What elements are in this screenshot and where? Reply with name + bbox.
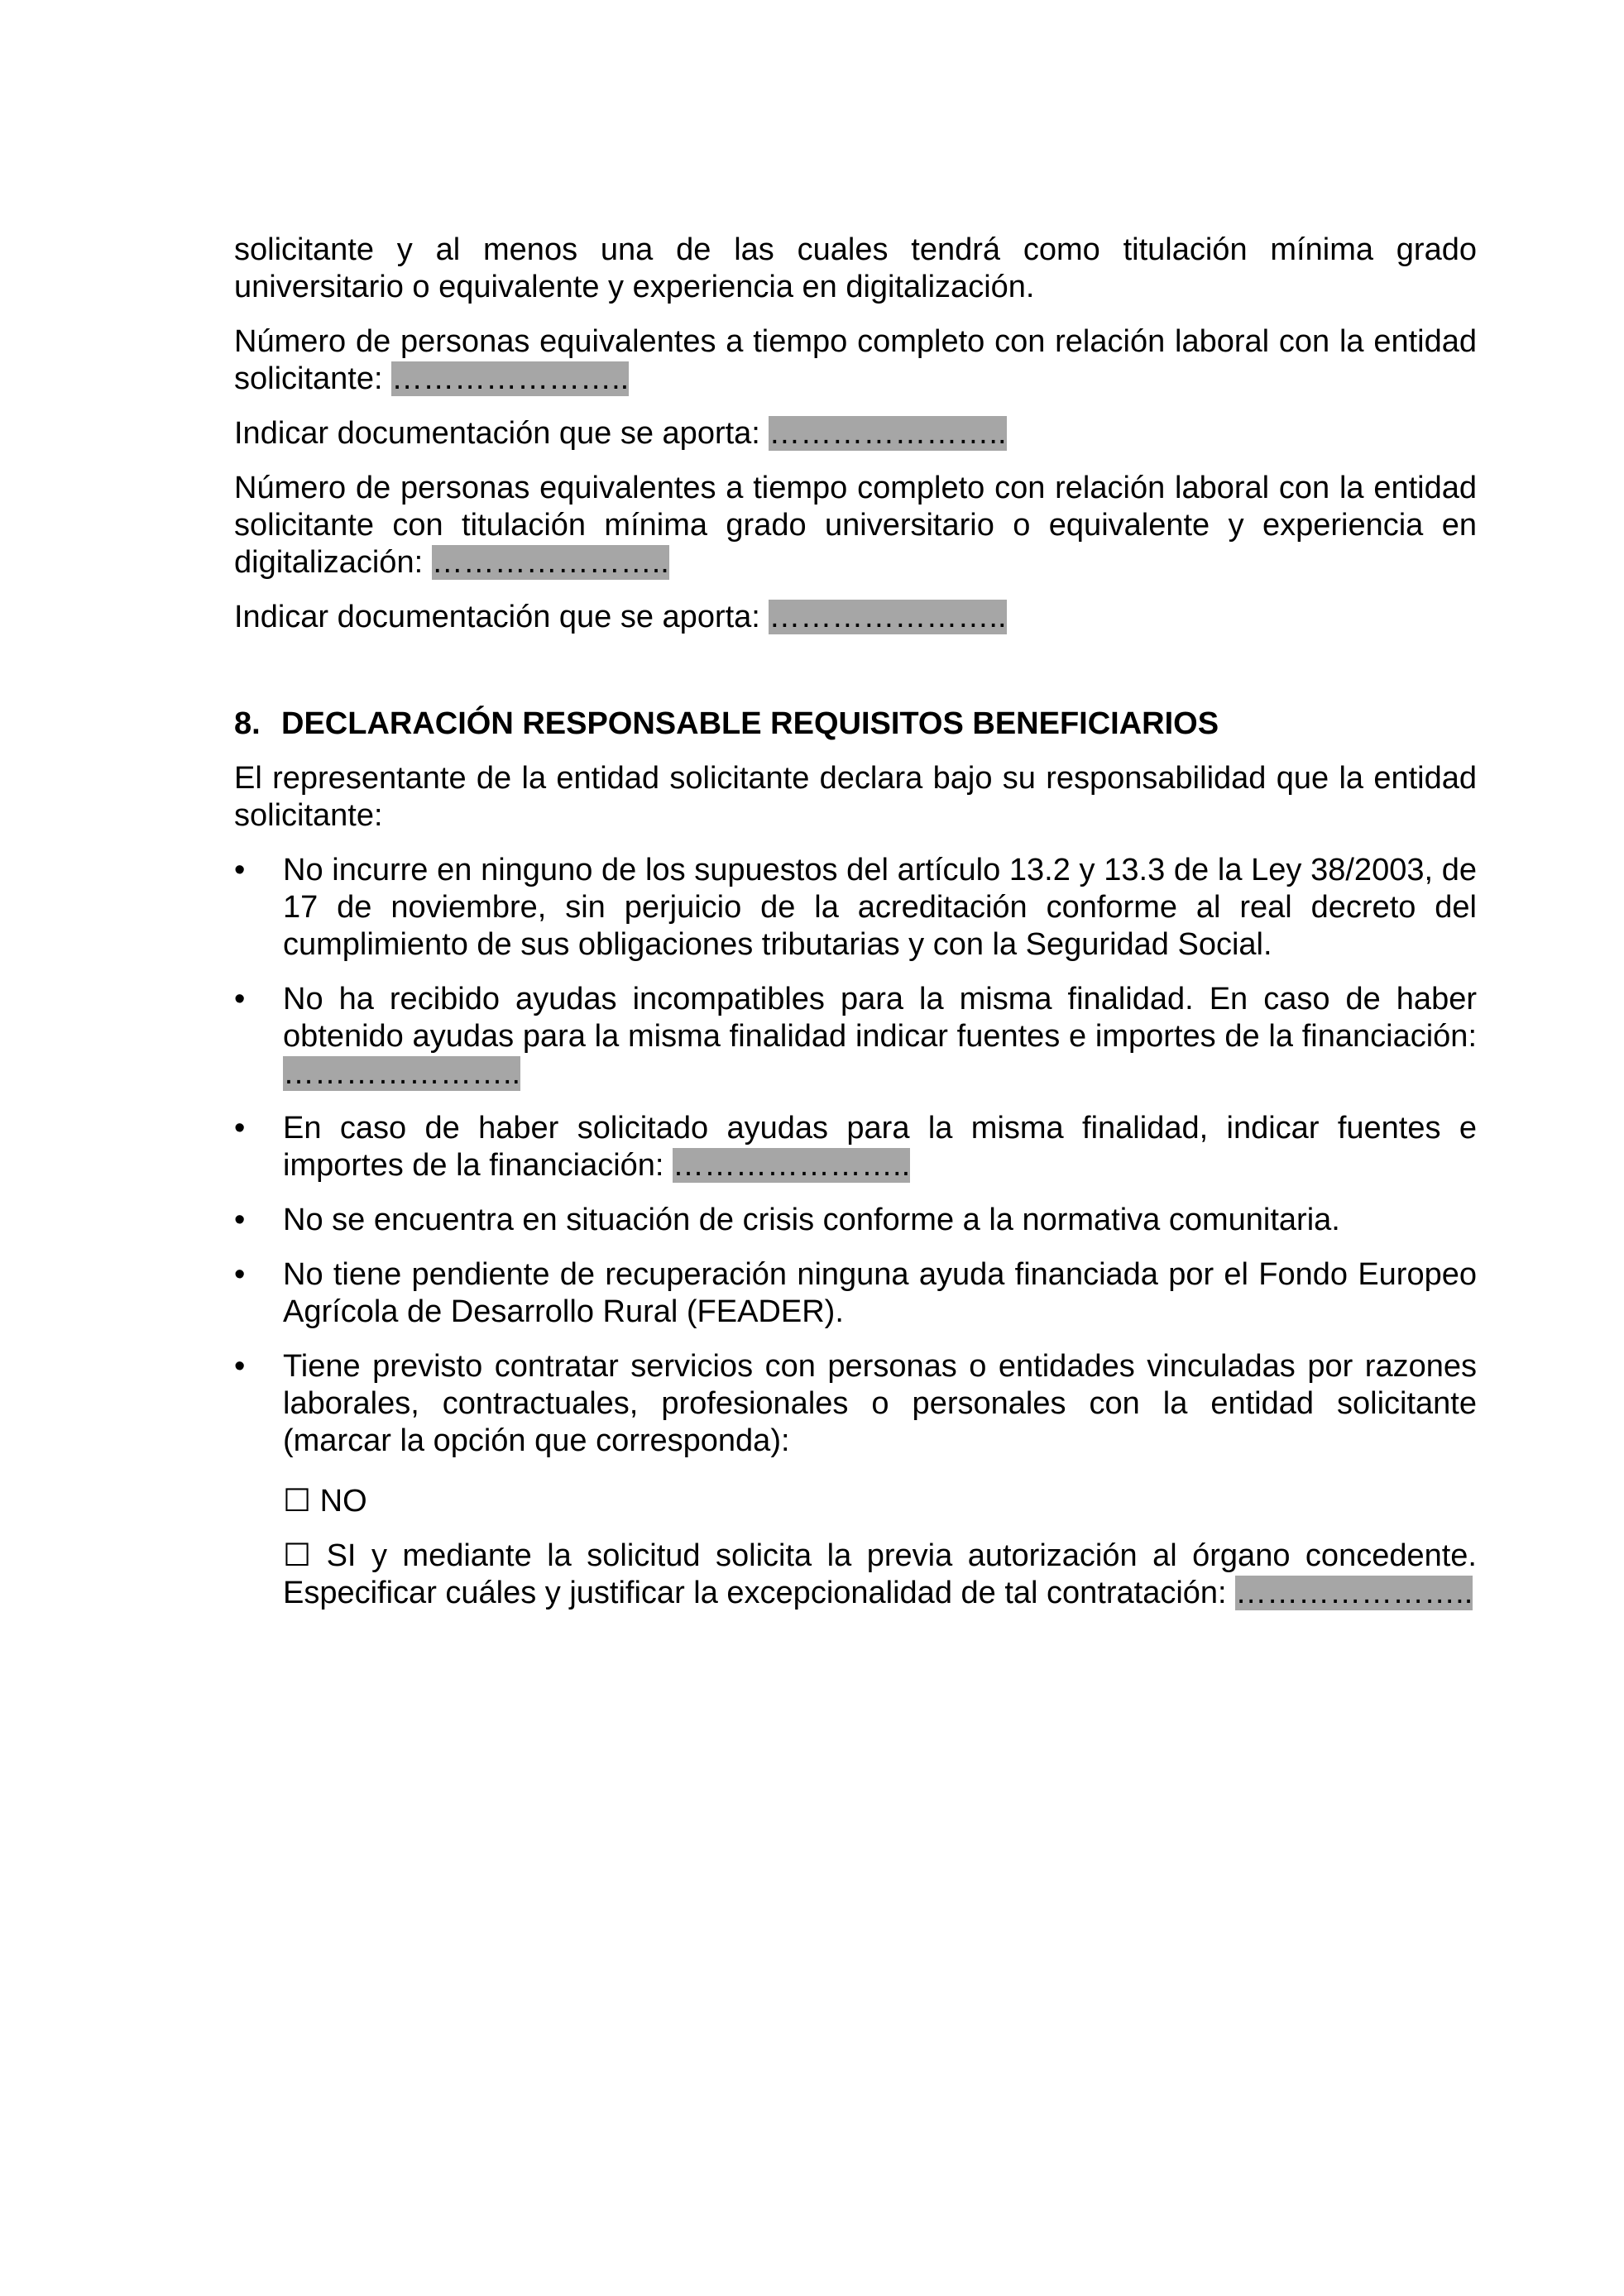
bullet-icon: • (234, 982, 246, 1016)
intro-paragraph-4-text: Número de personas equivalentes a tiempo completo con relación laboral con la entidad solicitante con titulación mínima grado universitario o equivalente y experiencia en digitalización: (234, 471, 1477, 580)
intro-paragraph-3 (234, 415, 1477, 452)
list-item-text: En caso de haber solicitado ayudas para la misma finalidad, indicar fuentes e importes de la financiación: (283, 1111, 1477, 1183)
intro-paragraph-2-text: Número de personas equivalentes a tiempo completo con relación laboral con la entidad solicitante: (234, 324, 1477, 396)
intro-paragraph-5-text: Indicar documentación que se aporta: (234, 600, 769, 634)
intro-paragraph-3-text: Indicar documentación que se aporta: (234, 416, 769, 451)
section-8-number: 8. (234, 706, 261, 741)
list-item (234, 1110, 1477, 1184)
financiacion-solicitada-field[interactable]: ………………….. (673, 1148, 911, 1183)
bullet-icon: • (234, 1257, 246, 1292)
list-item (234, 852, 1477, 964)
section-8-intro: El representante de la entidad solicitante declara bajo su responsabilidad que la entidad solicitante: (234, 761, 1477, 833)
bullet-icon: • (234, 1111, 246, 1146)
list-item (234, 1202, 1477, 1239)
document-content (234, 232, 1477, 1612)
checkbox-icon[interactable]: ☐ (283, 1538, 312, 1573)
option-si (283, 1538, 1477, 1612)
list-item-text: No tiene pendiente de recuperación ninguna ayuda financiada por el Fondo Europeo Agrícola de Desarrollo Rural (FEADER). (283, 1257, 1477, 1329)
option-no-label: NO (319, 1484, 367, 1519)
list-item (234, 1256, 1477, 1331)
personas-field[interactable]: ………………….. (391, 361, 630, 396)
list-item-text: No ha recibido ayudas incompatibles para la misma finalidad. En caso de haber obtenido ayudas para la misma finalidad indicar fuentes e importes de la financiación: (283, 982, 1477, 1054)
intro-paragraph-4 (234, 470, 1477, 581)
checkbox-icon[interactable]: ☐ (283, 1484, 312, 1519)
list-item-text: Tiene previsto contratar servicios con personas o entidades vinculadas por razones laborales, contractuales, profesionales o personales con la entidad solicitante (marcar la opción que corresponda): (283, 1349, 1477, 1458)
section-8-title: DECLARACIÓN RESPONSABLE REQUISITOS BENEFICIARIOS (281, 706, 1219, 741)
section-8-heading (234, 706, 1477, 743)
contratacion-field[interactable]: ………………….. (1235, 1576, 1473, 1610)
option-no (283, 1483, 1477, 1520)
documentacion-field-2[interactable]: ………………….. (769, 600, 1007, 634)
bullet-icon: • (234, 1349, 246, 1384)
option-si-label: SI y mediante la solicitud solicita la previa autorización al órgano concedente. Especificar cuáles y justificar la excepcionalidad de tal contratación: (283, 1538, 1477, 1610)
list-item-text: No incurre en ninguno de los supuestos del artículo 13.2 y 13.3 de la Ley 38/2003, de 17 de noviembre, sin perjuicio de la acreditación conforme al real decreto del cumplimiento de sus obligaciones tributarias y con la Seguridad Social. (283, 853, 1477, 962)
documentacion-field-1[interactable]: ………………….. (769, 416, 1007, 451)
bullet-icon: • (234, 1203, 246, 1237)
intro-paragraph-1: solicitante y al menos una de las cuales tendrá como titulación mínima grado universitario o equivalente y experiencia en digitalización. (234, 232, 1477, 304)
list-item (234, 981, 1477, 1093)
intro-paragraph-2 (234, 323, 1477, 398)
financiacion-obtenida-field[interactable]: ………………….. (283, 1056, 521, 1091)
bullet-icon: • (234, 853, 246, 887)
list-item (234, 1348, 1477, 1612)
declaration-list (234, 852, 1477, 1612)
intro-paragraph-5 (234, 599, 1477, 636)
personas-titulacion-field[interactable]: ………………….. (431, 545, 669, 580)
list-item-text: No se encuentra en situación de crisis conforme a la normativa comunitaria. (283, 1203, 1340, 1237)
